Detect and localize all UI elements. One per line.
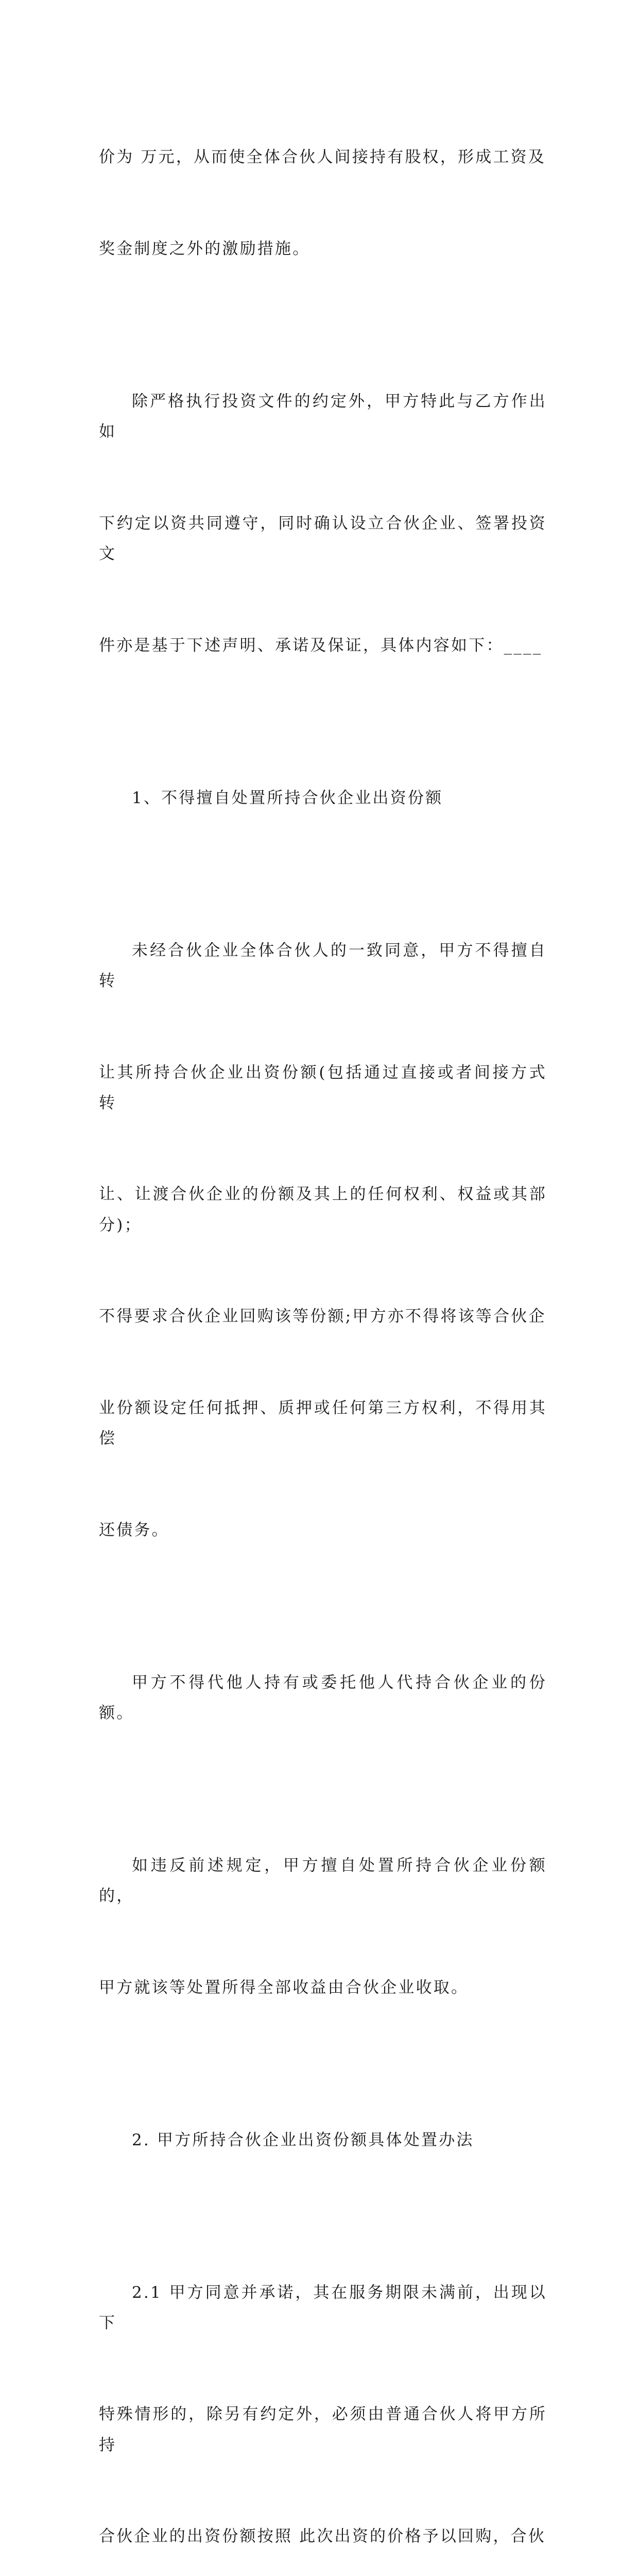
text-line: 奖金制度之外的激励措施。: [99, 240, 310, 259]
text-line: 价为 万元，从而使全体合伙人间接持有股权，形成工资及: [99, 148, 546, 167]
text-line: 业份额设定任何抵押、质押或任何第三方权利，不得用其偿: [99, 1398, 547, 1448]
text-line: 件亦是基于下述声明、承诺及保证，具体内容如下：____: [99, 636, 543, 655]
paragraph: [99, 874, 547, 1606]
text-line: 2. 甲方所持合伙企业出资份额具体处置办法: [132, 2130, 474, 2149]
paragraph: [99, 326, 547, 722]
text-line: 让、让渡合伙企业的份额及其上的任何权利、权益或其部分)；: [99, 1185, 547, 1234]
text-line: 下约定以资共同遵守，同时确认设立合伙企业、签署投资文: [99, 514, 547, 564]
paragraph: [99, 1789, 547, 2064]
text-line: 还债务。: [99, 1520, 169, 1539]
text-line: 不得要求合伙企业回购该等份额;甲方亦不得将该等合伙企: [99, 1307, 546, 1326]
text-line: 1、不得擅自处置所持合伙企业出资份额: [132, 788, 443, 807]
document-body: [99, 81, 547, 2576]
text-line: 合伙企业的出资份额按照 此次出资的价格予以回购，合伙: [99, 2527, 546, 2546]
text-line: 未经合伙企业全体合伙人的一致同意，甲方不得擅自转: [99, 941, 547, 990]
text-line: 特殊情形的，除另有约定外，必须由普通合伙人将甲方所持: [99, 2405, 547, 2454]
paragraph: [99, 2216, 547, 2576]
text-line: 如违反前述规定，甲方擅自处置所持合伙企业份额的，: [99, 1856, 547, 1905]
text-line: 2.1 甲方同意并承诺，其在服务期限未满前，出现以下: [99, 2283, 547, 2332]
text-line: 甲方就该等处置所得全部收益由合伙企业收取。: [99, 1978, 469, 1997]
section-heading: [99, 2064, 547, 2216]
paragraph: [99, 1606, 547, 1789]
text-line: 甲方不得代他人持有或委托他人代持合伙企业的份额。: [99, 1673, 547, 1722]
text-line: 除严格执行投资文件的约定外，甲方特此与乙方作出如: [99, 392, 547, 442]
section-heading: [99, 722, 547, 874]
text-line: 让其所持合伙企业出资份额(包括通过直接或者间接方式转: [99, 1063, 547, 1112]
paragraph: [99, 81, 547, 326]
